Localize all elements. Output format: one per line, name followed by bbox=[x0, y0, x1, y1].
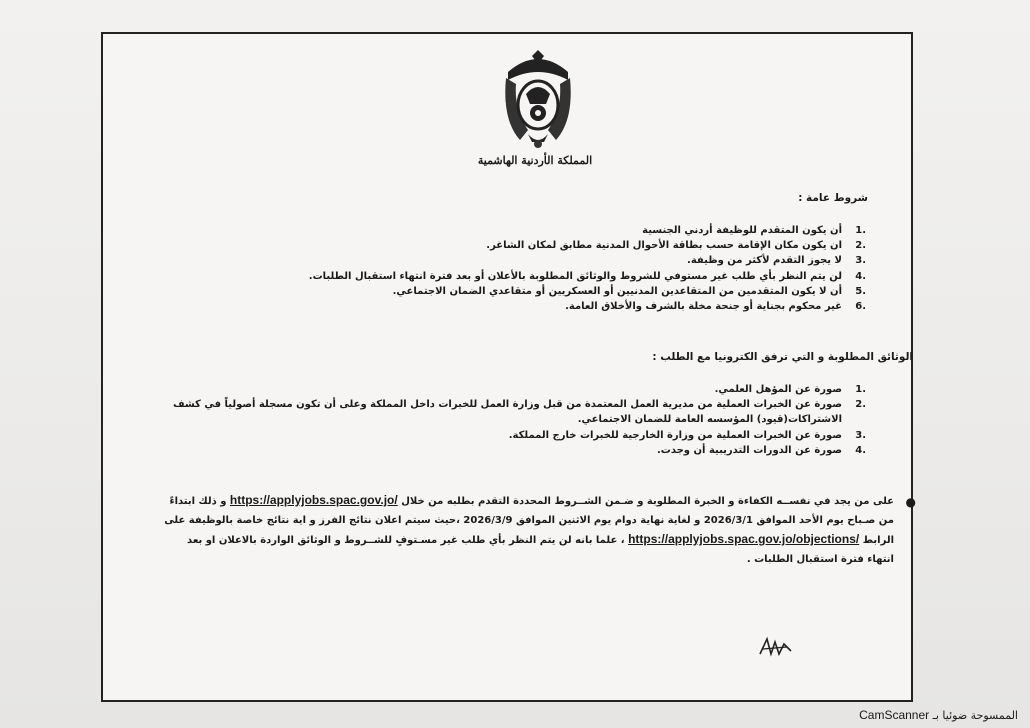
start-date: 2026/3/1 bbox=[703, 515, 753, 526]
end-date: 2026/3/9 bbox=[463, 515, 513, 526]
general-conditions-list bbox=[309, 223, 866, 314]
list-item: .4 لن يتم النظر بأي طلب غير مستوفي للشروط والوثائق المطلوبة بالأعلان أو بعد فترة انتهاء استقبال الطلبات. bbox=[308, 270, 866, 282]
required-documents-title: الوثائق المطلوبة و التي ترفق الكترونيا مع الطلب : bbox=[652, 351, 913, 363]
list-item: .2 ان يكون مكان الإقامة حسب بطاقة الأحوال المدنية مطابق لمكان الشاغر. bbox=[486, 240, 866, 252]
list-item: .4 صورة عن الدورات التدريبية أن وجدت. bbox=[656, 444, 866, 456]
list-item: .6 غير محكوم بجناية أو جنحة مخلة بالشرف والأخلاق العامة. bbox=[565, 301, 866, 313]
signature-icon bbox=[758, 634, 794, 660]
notice-text: على من يجد في نفســه الكفاءة و الخبرة المطلوبة و ضـمن الشــروط المحددة التقدم بطلبه من خلال bbox=[401, 496, 894, 507]
list-item: .3 لا يجوز التقدم لأكثر من وظيفة. bbox=[687, 255, 866, 267]
application-notice bbox=[164, 491, 916, 569]
notice-text: و لغاية نهاية دوام يوم الاثنين الموافق bbox=[515, 515, 701, 526]
list-item: .2 صورة عن الخبرات العملية من مديرية العمل المعتمدة من قبل وزارة العمل للخبرات داخل المملكة وعلى أن تكون مسجلة أصولياً في كشف الاشتراكات(قيود) المؤسسه العامة للضمان الاجتماعي. bbox=[172, 399, 866, 426]
objections-link[interactable]: https://applyjobs.spac.gov.jo/objections/ bbox=[628, 532, 860, 546]
notice-text: ، علما بانه لن يتم النظر بأي طلب غير مسـتوفٍ للشــروط و الوثائق الواردة بالاعلان او بعد انتهاء فترة استقبال الطلبات . bbox=[187, 535, 894, 565]
list-item: .5 أن لا يكون المتقدمين من المتقاعدين المدنيين أو العسكريين أو متقاعدي الضمان الاجتماعي. bbox=[392, 285, 866, 297]
bullet-icon: ● bbox=[905, 495, 916, 509]
list-item: .1 أن يكون المتقدم للوظيفة أردني الجنسية bbox=[642, 225, 866, 236]
notice-text: و ذلك ابتداءً من صـباح يوم الأحد الموافق bbox=[169, 496, 894, 526]
required-documents-list bbox=[122, 382, 866, 458]
kingdom-name: المملكة الأردنية الهاشمية bbox=[477, 154, 593, 167]
apply-link[interactable]: https://applyjobs.spac.gov.jo/ bbox=[229, 493, 398, 507]
camscanner-watermark: الممسوحة ضوئيا بـ CamScanner bbox=[859, 708, 1018, 722]
list-item: .1 صورة عن المؤهل العلمي. bbox=[714, 384, 866, 395]
list-item: .3 صورة عن الخبرات العملية من وزارة الخارجية للخبرات خارج المملكة. bbox=[508, 429, 866, 441]
general-conditions-title: شروط عامة : bbox=[798, 192, 868, 204]
coat-of-arms-icon bbox=[498, 50, 578, 150]
notice-text: ،حيث سيتم اعلان نتائج الفرز و اية نتائج خاصة بالوظيفة على الرابط bbox=[164, 515, 894, 546]
